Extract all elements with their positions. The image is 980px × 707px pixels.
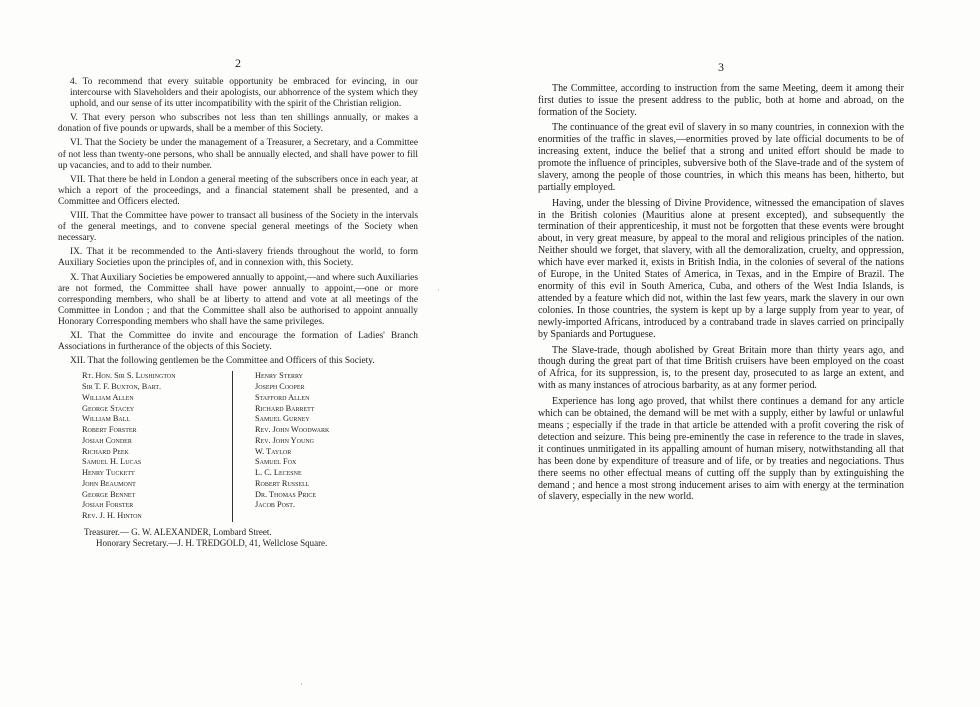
committee-member: William Ball xyxy=(82,414,131,424)
paragraph: Having, under the blessing of Divine Providence, witnessed the emancipation of slaves in the British colonies (Mauritius alone at present excepted), and subsequently the termination of their apprenticeship, it must not be forgotten that these events were brought about, in very great measure, by appeal to the moral and religious principles of the nation. Neither should we forget, that slavery, with all the demoralization, cruelty, and oppression, which have ever marked it, exists in British India, in the colonies of several of the nations of Europe, in the United States of America, in Texas, and in the Empire of Brazil. The enormity of this evil in South America, Cuba, and others of the West India Islands, is attended by a feature which did not, within the last few years, mark the slavery in our own colonies. In those countries, the system is kept up by a large supply from year to year, of newly-imported Africans, introduced by a contraband trade in slaves carried on principally by Spaniards and Portuguese. xyxy=(538,197,904,341)
secretary-line: Honorary Secretary.—J. H. TREDGOLD, 41, Wellclose Square. xyxy=(96,537,328,548)
committee-member: William Allen xyxy=(82,392,134,402)
committee-member: Rev. J. H. Hinton xyxy=(82,511,142,520)
committee-member: Josiah Conder xyxy=(82,435,132,445)
paragraph: V. That every person who subscribes not less than ten shillings annually, or makes a donation of five pounds or upwards, shall be a member of this Society. xyxy=(58,113,418,135)
paragraph: The Slave-trade, though abolished by Great Britain more than thirty years ago, and though during the great part of that time British cruisers have been employed on the coast of Africa, for its suppression, is, to the present day, prosecuted to as large an extent, and with as many instances of atrocious barbarity, as at any former period. xyxy=(538,344,904,392)
committee-member: Richard Peek xyxy=(82,446,129,456)
committee-member: Rev. John Young xyxy=(255,435,314,445)
page-number: 3 xyxy=(718,60,724,74)
paragraph: Experience has long ago proved, that whilst there continues a demand for any article which can be obtained, the demand will be met with a supply, either by lawful or unlawful means ; especially if the trade in that article be attended with a profit covering the risk of detection and seizure. This being pre-eminently the case in reference to the trade in slaves, it continues unmitigated in its appalling amount of human misery, notwithstanding all that has been done by expenditure of treasure and of life, or by treaties and negociations. Thus there seems no other effectual means of cutting off the supply than by extinguishing the demand ; and hence a most strong inducement arises to aim with energy at the termination of slavery, especially in the new world. xyxy=(538,395,904,503)
paragraph: The Committee, according to instruction from the same Meeting, deem it among their first duties to issue the present address to the public, both at home and abroad, on the formation of the Society. xyxy=(538,83,904,118)
committee-member: Jacob Post. xyxy=(255,500,295,510)
left-page xyxy=(58,0,418,549)
paragraph: VI. That the Society be under the management of a Treasurer, a Secretary, and a Committee of not less than twenty-one persons, who shall be annually elected, and shall have power to fill up vacancies, and to add to their number. xyxy=(58,138,418,171)
committee-member: Henry Sterry xyxy=(255,371,304,381)
paragraph: VII. That there be held in London a general meeting of the subscribers once in each year, at which a report of the proceedings, and a financial statement shall be presented, and a Committee and Officers elected. xyxy=(58,174,418,207)
committee-member: Josiah Forster xyxy=(82,500,134,510)
committee-member: Sir T. F. Buxton, Bart. xyxy=(82,382,162,391)
print-speck: · xyxy=(300,680,303,689)
print-speck: · xyxy=(437,286,440,295)
page-number: 2 xyxy=(235,56,241,70)
committee-list xyxy=(82,371,418,522)
committee-member: Samuel Fox xyxy=(255,457,297,467)
committee-member: Dr. Thomas Price xyxy=(255,489,317,499)
committee-member: L. C. Lecesne xyxy=(255,468,302,477)
paragraph: VIII. That the Committee have power to transact all business of the Society in the intervals of the general meetings, and to convene special general meetings of the Society when necessary. xyxy=(58,211,418,244)
committee-member: Henry Tuckett xyxy=(82,468,135,477)
paragraph: IX. That it be recommended to the Anti-slavery friends throughout the world, to form Auxiliary Societies upon the principles of, and in connexion with, this Society. xyxy=(58,247,418,269)
committee-member: Rt. Hon. Sir S. Lushington xyxy=(82,371,176,381)
committee-member: Samuel Gurney xyxy=(255,414,310,424)
committee-member: Robert Forster xyxy=(82,425,137,434)
committee-member: George Bennet xyxy=(82,489,136,499)
committee-member: Joseph Cooper xyxy=(255,382,305,391)
committee-member: Robert Russell xyxy=(255,478,310,488)
committee-member: George Stacey xyxy=(82,403,135,413)
committee-member: John Beaumont xyxy=(82,478,136,488)
committee-member: Rev. John Woodwark xyxy=(255,425,330,434)
paragraph: XII. That the following gentlemen be the Committee and Officers of this Society. xyxy=(70,356,375,367)
committee-member: Stafford Allen xyxy=(255,392,310,402)
committee-column-left xyxy=(82,371,232,522)
right-page xyxy=(538,0,904,507)
paragraph: XI. That the Committee do invite and encourage the formation of Ladies' Branch Associations in furtherance of the objects of this Society. xyxy=(58,330,418,353)
committee-member: Richard Barrett xyxy=(255,403,315,413)
paragraph: 4. To recommend that every suitable opportunity be embraced for evincing, in our intercourse with Slaveholders and their apologists, our abhorrence of the system which they uphold, and our sense of its utter incompatibility with the spirit of the Christian religion. xyxy=(70,77,418,110)
treasurer-line: Treasurer.— G. W. ALEXANDER, Lombard Street. xyxy=(84,526,272,537)
committee-member: Samuel H. Lucas xyxy=(82,457,142,467)
paragraph: X. That Auxiliary Societies be empowered annually to appoint,—and where such Auxiliaries are not formed, the Committee shall have power annually to appoint,—one or more corresponding members, who shall be at liberty to attend and vote at all meetings of the Committee in London ; and that the Committee shall also be authorised to appoint annually Honorary Corresponding members who shall have the same privileges. xyxy=(58,272,418,327)
paragraph: The continuance of the great evil of slavery in so many countries, in connexion with the enormities of the traffic in slaves,—enormities proved by late official documents to be of increasing extent, induce the belief that a strong and united effort should be made to promote the influence of principles, subversive both of the Slave-trade and of the system of slavery, among the people of those countries, in which this means has been, hitherto, but partially employed. xyxy=(538,122,904,194)
committee-member: W. Taylor xyxy=(255,446,292,456)
committee-column-right xyxy=(232,371,415,522)
